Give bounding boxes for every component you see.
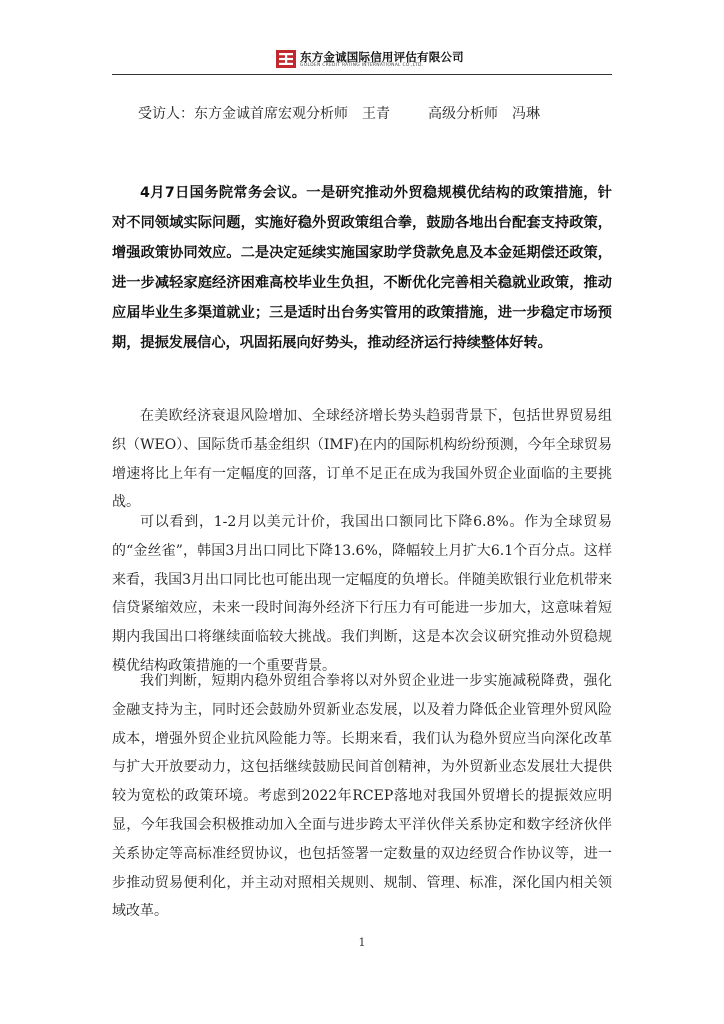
body-paragraph-2: 可以看到，1-2月以美元计价，我国出口额同比下降6.8%。作为全球贸易的“金丝雀”，韩国3月出口同比下降13.6%，降幅较上月扩大6.1个百分点。这样来看，我国3月出口同比也可能出现一定幅度的负增长。伴随美欧银行业危机带来信贷紧缩效应，未来一段时间海外经济下行压力有可能进一步加大，这意味着短期内我国出口将继续面临较大挑战。我们判断，这是本次会议研究推动外贸稳规模优结构政策措施的一个重要背景。 — [112, 514, 612, 674]
summary-paragraph: 4月7日国务院常务会议。一是研究推动外贸稳规模优结构的政策措施，针对不同领域实际问题，实施好稳外贸政策组合拳，鼓励各地出台配套支持政策，增强政策协同效应。二是决定延续实施国家助学贷款免息及本金延期偿还政策，进一步减轻家庭经济困难高校毕业生负担，不断优化完善相关稳就业政策，推动应届毕业生多渠道就业；三是适时出台务实管用的政策措施，进一步稳定市场预期，提振发展信心，巩固拓展向好势头，推动经济运行持续整体好转。 — [112, 185, 612, 351]
golden-credit-logo-icon — [276, 50, 296, 68]
interviewee-title-2: 高级分析师 — [428, 106, 498, 122]
interviewee-line — [138, 103, 540, 123]
company-name-english: GOLDEN CREDIT RATING INTERNATIONAL CO.,LTD. — [300, 63, 424, 68]
company-name: 东方金诚国际信用评估有限公司 — [300, 50, 464, 64]
interviewee-name-1: 王青 — [362, 106, 390, 122]
interviewee-prefix: 受访人：东方金诚首席宏观分析师 — [138, 106, 348, 122]
body-paragraph-1: 在美欧经济衰退风险增加、全球经济增长势头趋弱背景下，包括世界贸易组织（WEO）、国际货币基金组织（IMF)在内的国际机构纷纷预测，今年全球贸易增速将比上年有一定幅度的回落，订单不足正在成为我国外贸企业面临的主要挑战。 — [112, 408, 612, 511]
page-header — [112, 48, 612, 75]
page-number: 1 — [358, 936, 366, 949]
interviewee-name-2: 冯琳 — [512, 106, 540, 122]
body-paragraph-3: 我们判断，短期内稳外贸组合拳将以对外贸企业进一步实施减税降费，强化金融支持为主，同时还会鼓励外贸新业态发展，以及着力降低企业管理外贸风险成本，增强外贸企业抗风险能力等。长期来看，我们认为稳外贸应当向深化改革与扩大开放要动力，这包括继续鼓励民间首创精神，为外贸新业态发展壮大提供较为宽松的政策环境。考虑到2022年RCEP落地对我国外贸增长的提振效应明显，今年我国会积极推动加入全面与进步跨太平洋伙伴关系协定和数字经济伙伴关系协定等高标准经贸协议，也包括签署一定数量的双边经贸合作协议等，进一步推动贸易便利化，并主动对照相关规则、规制、管理、标准，深化国内相关领域改革。 — [112, 673, 612, 920]
